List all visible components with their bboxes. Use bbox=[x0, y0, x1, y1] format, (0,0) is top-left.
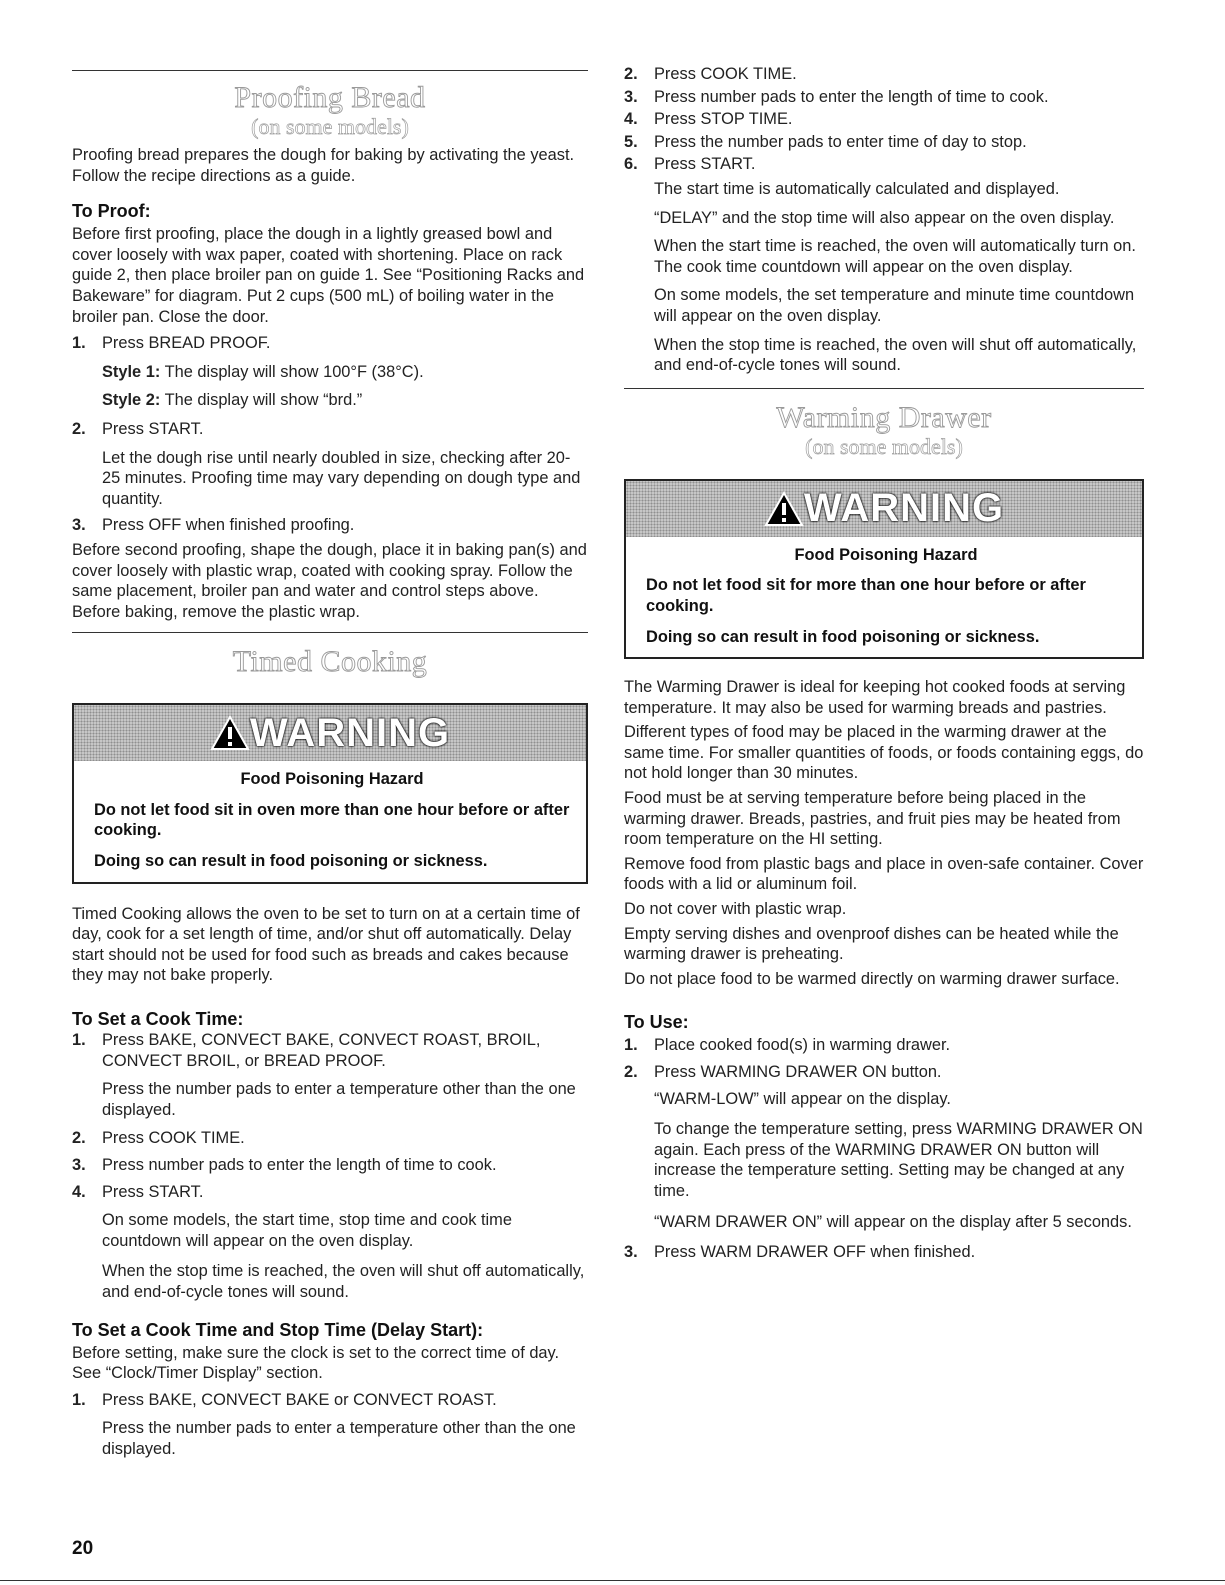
use-step-2: 2. Press WARMING DRAWER ON button. bbox=[624, 1063, 942, 1081]
section-subtitle: (on some models) bbox=[805, 433, 963, 459]
proofing-para1: Before first proofing, place the dough in a lightly greased bowl and cover loosely with wax paper, coated with shortening. Place on rack guide 2, then place broiler pan on guide 1. See “Positioning Racks and Bakeware” for diagram. Put 2 cups (500 mL) of boiling water in the broiler pan. Close the door. bbox=[72, 225, 585, 326]
heading-delay-start: To Set a Cook Time and Stop Time (Delay Start): bbox=[72, 1319, 484, 1340]
warning-body bbox=[626, 537, 1142, 657]
page-number: 20 bbox=[72, 1538, 94, 1559]
warning-hazard: Food Poisoning Hazard bbox=[240, 770, 424, 789]
use-step-2-note3: “WARM DRAWER ON” will appear on the display after 5 seconds. bbox=[654, 1212, 1132, 1231]
timed-intro: Timed Cooking allows the oven to be set to turn on at a certain time of day, cook for a set length of time, and/or shut off automatically. Delay start should not be used for food such as breads and cakes because they may not bake properly. bbox=[72, 904, 580, 985]
cook-step-2: 2. Press COOK TIME. bbox=[72, 1129, 245, 1148]
proofing-step-3: 3. Press OFF when finished proofing. bbox=[72, 516, 355, 535]
delay-step-6-note2: “DELAY” and the stop time will also appear on the oven display. bbox=[654, 208, 1115, 227]
warning-word: WARNING bbox=[249, 710, 451, 755]
step2-note: Let the dough rise until nearly doubled in size, checking after 20-25 minutes. Proofing time may vary depending on dough type and quantity. bbox=[102, 448, 581, 508]
section-title-proofing: Proofing Bread bbox=[234, 81, 426, 114]
bottom-rule bbox=[0, 1580, 1225, 1581]
cook-step-4-note2: When the stop time is reached, the oven will shut off automatically, and end-of-cycle tones will sound. bbox=[102, 1262, 585, 1301]
section-divider bbox=[72, 632, 588, 633]
warming-p3: Food must be at serving temperature before being placed in the warming drawer. Breads, pastries, and fruit pies may be heated from room temperature on the HI setting. bbox=[624, 789, 1121, 849]
warning-triangle-icon bbox=[210, 715, 250, 751]
proofing-step-2: 2. Press START. bbox=[72, 419, 204, 438]
warming-p6: Empty serving dishes and ovenproof dishes can be heated while the warming drawer is preheating. bbox=[624, 924, 1119, 964]
section-title-warming: Warming Drawer bbox=[776, 400, 992, 434]
delay-step-6-note5: When the stop time is reached, the oven will shut off automatically, and end-of-cycle tones will sound. bbox=[654, 335, 1137, 375]
warning-word: WARNING bbox=[803, 486, 1005, 531]
delay-step-1-note: Press the number pads to enter a temperature other than the one displayed. bbox=[102, 1419, 576, 1458]
use-step-2-note1: “WARM-LOW” will appear on the display. bbox=[654, 1089, 951, 1108]
cook-step-1: 1. Press BAKE, CONVECT BAKE, CONVECT ROAST, BROIL, CONVECT BROIL, or BREAD PROOF. bbox=[72, 1031, 541, 1070]
proofing-para2: Before second proofing, shape the dough, place it in baking pan(s) and cover loosely with plastic wrap, coated with cooking spray. Follow the same placement, broiler pan and water and control steps above. Before baking, remove the plastic wrap. bbox=[72, 540, 587, 621]
heading-to-use: To Use: bbox=[624, 1012, 689, 1033]
section-divider bbox=[72, 70, 588, 71]
proofing-step-1: 1. Press BREAD PROOF. bbox=[72, 334, 271, 353]
warning-line2: Doing so can result in food poisoning or sickness. bbox=[94, 852, 488, 871]
proofing-intro: Proofing bread prepares the dough for baking by activating the yeast. Follow the recipe directions as a guide. bbox=[72, 146, 575, 185]
delay-step-6-note1: The start time is automatically calculated and displayed. bbox=[654, 179, 1060, 198]
warming-p2: Different types of food may be placed in the warming drawer at the same time. For smaller quantities of foods, or foods containing eggs, do not hold longer than 30 minutes. bbox=[624, 723, 1144, 783]
delay-step-6-note4: On some models, the set temperature and minute time countdown will appear on the oven display. bbox=[654, 286, 1135, 325]
use-step-2-note2: To change the temperature setting, press WARMING DRAWER ON again. Each press of the WARMING DRAWER ON button will increase the temperature setting. Setting may be changed at any time. bbox=[654, 1120, 1143, 1200]
cook-step-4-note1: On some models, the start time, stop time and cook time countdown will appear on the oven display. bbox=[102, 1211, 512, 1250]
cook-step-3: 3. Press number pads to enter the length of time to cook. bbox=[72, 1156, 497, 1174]
warning-box bbox=[624, 479, 1144, 659]
cook-step-1-note: Press the number pads to enter a temperature other than the one displayed. bbox=[102, 1080, 576, 1119]
left-column bbox=[72, 62, 588, 1460]
delay-step-2: 2. Press COOK TIME. bbox=[624, 65, 797, 83]
delay-intro: Before setting, make sure the clock is set to the correct time of day. See “Clock/Timer Display” section. bbox=[72, 1343, 560, 1383]
warning-hazard: Food Poisoning Hazard bbox=[794, 545, 978, 564]
delay-step-6-note3: When the start time is reached, the oven will automatically turn on. The cook time countdown will appear on the oven display. bbox=[654, 237, 1136, 276]
warning-header bbox=[626, 481, 1142, 537]
warning-line1: Do not let food sit in oven more than one hour before or after cooking. bbox=[94, 800, 570, 840]
warning-box bbox=[72, 703, 588, 883]
use-step-3: 3. Press WARM DRAWER OFF when finished. bbox=[624, 1243, 976, 1262]
heading-set-cook-time: To Set a Cook Time: bbox=[72, 1009, 244, 1030]
warning-triangle-icon bbox=[764, 491, 804, 527]
section-divider bbox=[624, 388, 1144, 389]
use-step-1: 1. Place cooked food(s) in warming drawer. bbox=[624, 1036, 951, 1055]
warming-p4: Remove food from plastic bags and place in oven-safe container. Cover foods with a lid or aluminum foil. bbox=[624, 854, 1144, 894]
delay-step-6: 6. Press START. bbox=[624, 155, 756, 174]
warning-body bbox=[74, 761, 586, 881]
warming-p1: The Warming Drawer is ideal for keeping hot cooked foods at serving temperature. It may also be used for warming breads and pastries. bbox=[624, 678, 1126, 717]
warning-line1: Do not let food sit for more than one hour before or after cooking. bbox=[646, 576, 1086, 615]
warning-line2: Doing so can result in food poisoning or sickness. bbox=[646, 627, 1040, 646]
warning-header bbox=[74, 705, 586, 761]
delay-step-3: 3. Press number pads to enter the length of time to cook. bbox=[624, 87, 1049, 106]
delay-step-5: 5. Press the number pads to enter time of day to stop. bbox=[624, 132, 1027, 151]
delay-step-4: 4. Press STOP TIME. bbox=[624, 110, 793, 129]
delay-step-1: 1. Press BAKE, CONVECT BAKE or CONVECT ROAST. bbox=[72, 1390, 497, 1409]
section-subtitle: (on some models) bbox=[251, 114, 409, 139]
warming-p5: Do not cover with plastic wrap. bbox=[624, 900, 847, 919]
style1-note: Style 1: The display will show 100°F (38°C). bbox=[102, 362, 424, 381]
cook-step-4: 4. Press START. bbox=[72, 1182, 204, 1201]
heading-to-proof: To Proof: bbox=[72, 201, 151, 222]
section-title-timed: Timed Cooking bbox=[232, 645, 428, 679]
style2-note: Style 2: The display will show “brd.” bbox=[102, 391, 363, 410]
warming-p7: Do not place food to be warmed directly on warming drawer surface. bbox=[624, 969, 1120, 988]
right-column bbox=[624, 64, 1144, 1263]
